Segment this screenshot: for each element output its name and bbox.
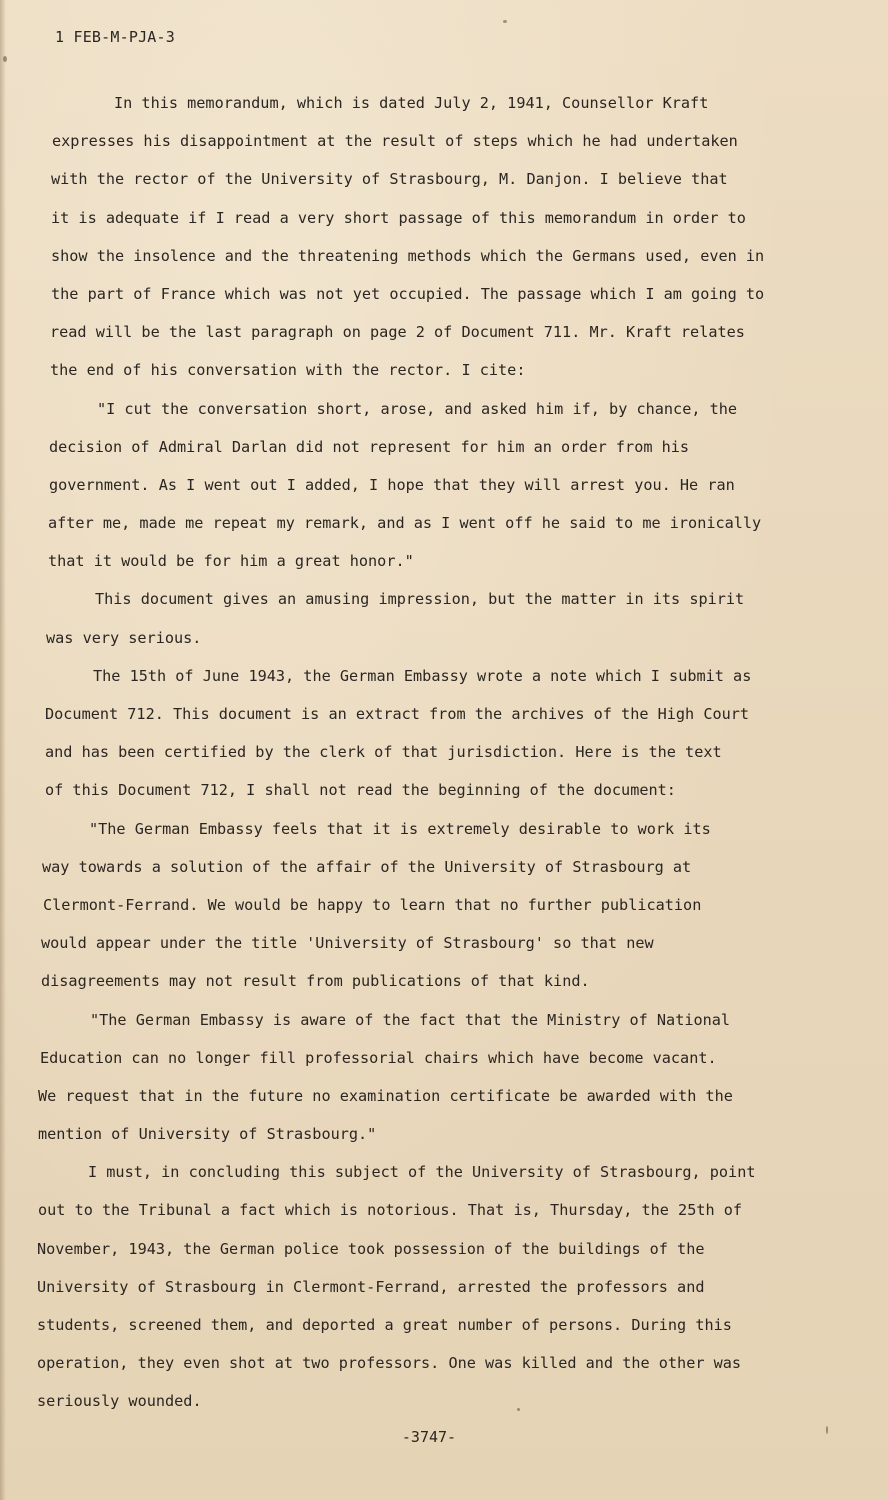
page-edge-shadow	[0, 0, 6, 1500]
paper-speck	[826, 1426, 828, 1434]
text-line: show the insolence and the threatening methods which the Germans used, even in	[51, 246, 765, 265]
text-line: Education can no longer fill professorial chairs which have become vacant.	[40, 1048, 717, 1067]
text-line: disagreements may not result from publications of that kind.	[41, 972, 590, 991]
text-line: was very serious.	[46, 628, 202, 647]
text-line: after me, made me repeat my remark, and as I went off he said to me ironically	[48, 514, 762, 533]
text-line: seriously wounded.	[37, 1392, 202, 1411]
text-line: "I cut the conversation short, arose, and asked him if, by chance, the	[97, 399, 738, 418]
text-line: would appear under the title 'University of Strasbourg' so that new	[41, 934, 654, 953]
text-line: the part of France which was not yet occupied. The passage which I am going to	[51, 284, 765, 303]
text-line: that it would be for him a great honor."	[48, 552, 414, 571]
text-line: with the rector of the University of Strasbourg, M. Danjon. I believe that	[51, 170, 728, 189]
text-line: University of Strasbourg in Clermont-Ferrand, arrested the professors and	[37, 1277, 705, 1296]
paper-speck	[517, 1408, 520, 1411]
document-body	[37, 84, 820, 1421]
text-line: of this Document 712, I shall not read the beginning of the document:	[45, 781, 676, 800]
text-line: In this memorandum, which is dated July 2, 1941, Counsellor Kraft	[114, 94, 709, 112]
text-line: expresses his disappointment at the result of steps which he had undertaken	[52, 132, 738, 151]
text-line: November, 1943, the German police took possession of the buildings of the	[37, 1239, 705, 1258]
text-line: "The German Embassy is aware of the fact that the Ministry of National	[90, 1010, 731, 1029]
page-number	[0, 1428, 888, 1446]
paper-speck	[503, 20, 507, 23]
text-line: out to the Tribunal a fact which is notorious. That is, Thursday, the 25th of	[38, 1201, 743, 1220]
text-line: "The German Embassy feels that it is extremely desirable to work its	[89, 819, 711, 838]
text-line: government. As I went out I added, I hope that they will arrest you. He ran	[49, 475, 735, 494]
text-line: decision of Admiral Darlan did not represent for him an order from his	[49, 437, 690, 456]
text-line: mention of University of Strasbourg."	[38, 1125, 377, 1144]
paper-speck	[3, 56, 7, 62]
text-line: operation, they even shot at two professors. One was killed and the other was	[37, 1354, 742, 1373]
text-line: Clermont-Ferrand. We would be happy to learn that no further publication	[43, 895, 702, 914]
text-line: it is adequate if I read a very short passage of this memorandum in order to	[51, 208, 746, 227]
text-line: Document 712. This document is an extract from the archives of the High Court	[45, 705, 750, 723]
text-line: The 15th of June 1943, the German Embassy wrote a note which I submit as	[93, 666, 752, 685]
text-line: students, screened them, and deported a great number of persons. During this	[37, 1316, 732, 1334]
page-number-text: -3747-	[401, 1428, 457, 1446]
text-line: the end of his conversation with the rector. I cite:	[50, 361, 526, 380]
text-line: and has been certified by the clerk of that jurisdiction. Here is the text	[45, 743, 722, 762]
text-line: This document gives an amusing impression, but the matter in its spirit	[95, 590, 745, 609]
document-reference: 1 FEB-M-PJA-3	[55, 28, 175, 46]
text-line: way towards a solution of the affair of the University of Strasbourg at	[42, 857, 692, 876]
text-line: We request that in the future no examination certificate be awarded with the	[38, 1086, 733, 1105]
text-line: read will be the last paragraph on page 2 of Document 711. Mr. Kraft relates	[50, 323, 745, 342]
text-line: I must, in concluding this subject of the University of Strasbourg, point	[88, 1163, 756, 1182]
